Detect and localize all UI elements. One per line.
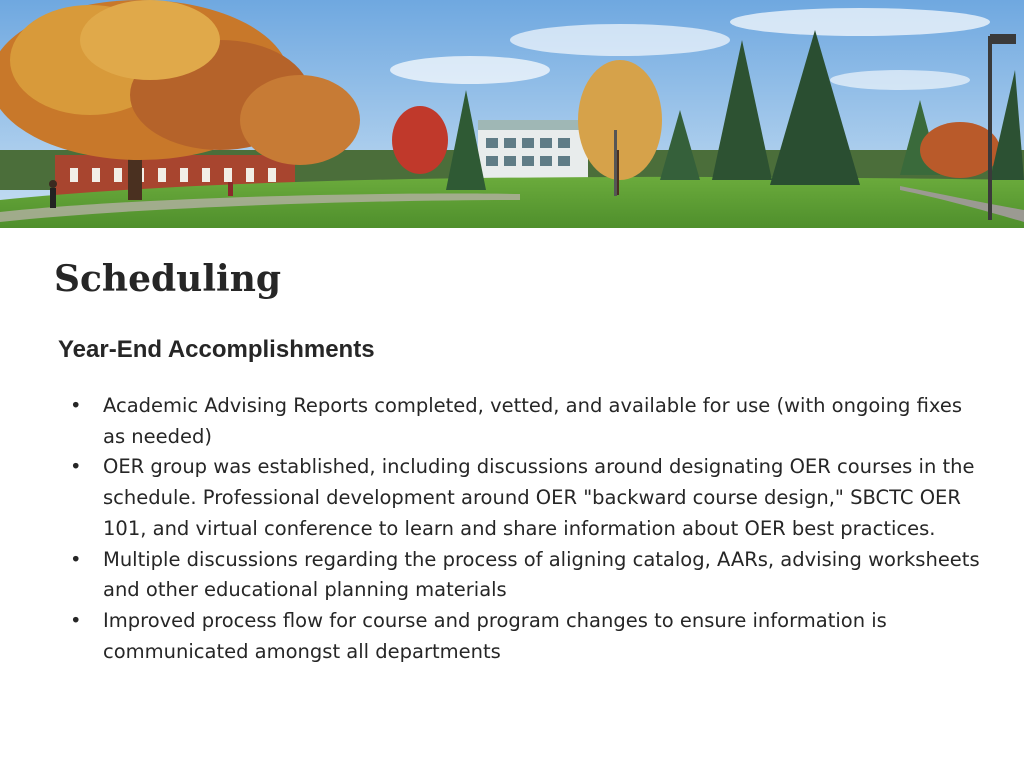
list-item xyxy=(70,606,990,667)
campus-banner-image xyxy=(0,0,1024,228)
list-item xyxy=(70,391,990,452)
list-item-text: Multiple discussions regarding the process of aligning catalog, AARs, advising worksheets and other educational planning materials xyxy=(103,547,980,602)
bullet-icon: • xyxy=(70,547,82,571)
section-subtitle: Year-End Accomplishments xyxy=(58,336,375,363)
bullet-icon: • xyxy=(70,455,82,479)
campus-photo xyxy=(0,0,1024,228)
accomplishments-list xyxy=(70,391,990,667)
list-item-text: Improved process flow for course and program changes to ensure information is communicated amongst all departments xyxy=(103,608,887,663)
list-item-text: OER group was established, including discussions around designating OER courses in the schedule. Professional development around OER "backward course design," SBCTC OER 101, and virtual conference to learn and share information about OER best practices. xyxy=(103,455,975,540)
list-item-text: Academic Advising Reports completed, vetted, and available for use (with ongoing fixes as needed) xyxy=(103,394,963,448)
list-item xyxy=(70,452,990,544)
bullet-icon: • xyxy=(70,394,82,417)
slide-title: Scheduling xyxy=(54,258,282,300)
list-item xyxy=(70,545,990,606)
bullet-icon: • xyxy=(70,608,82,632)
